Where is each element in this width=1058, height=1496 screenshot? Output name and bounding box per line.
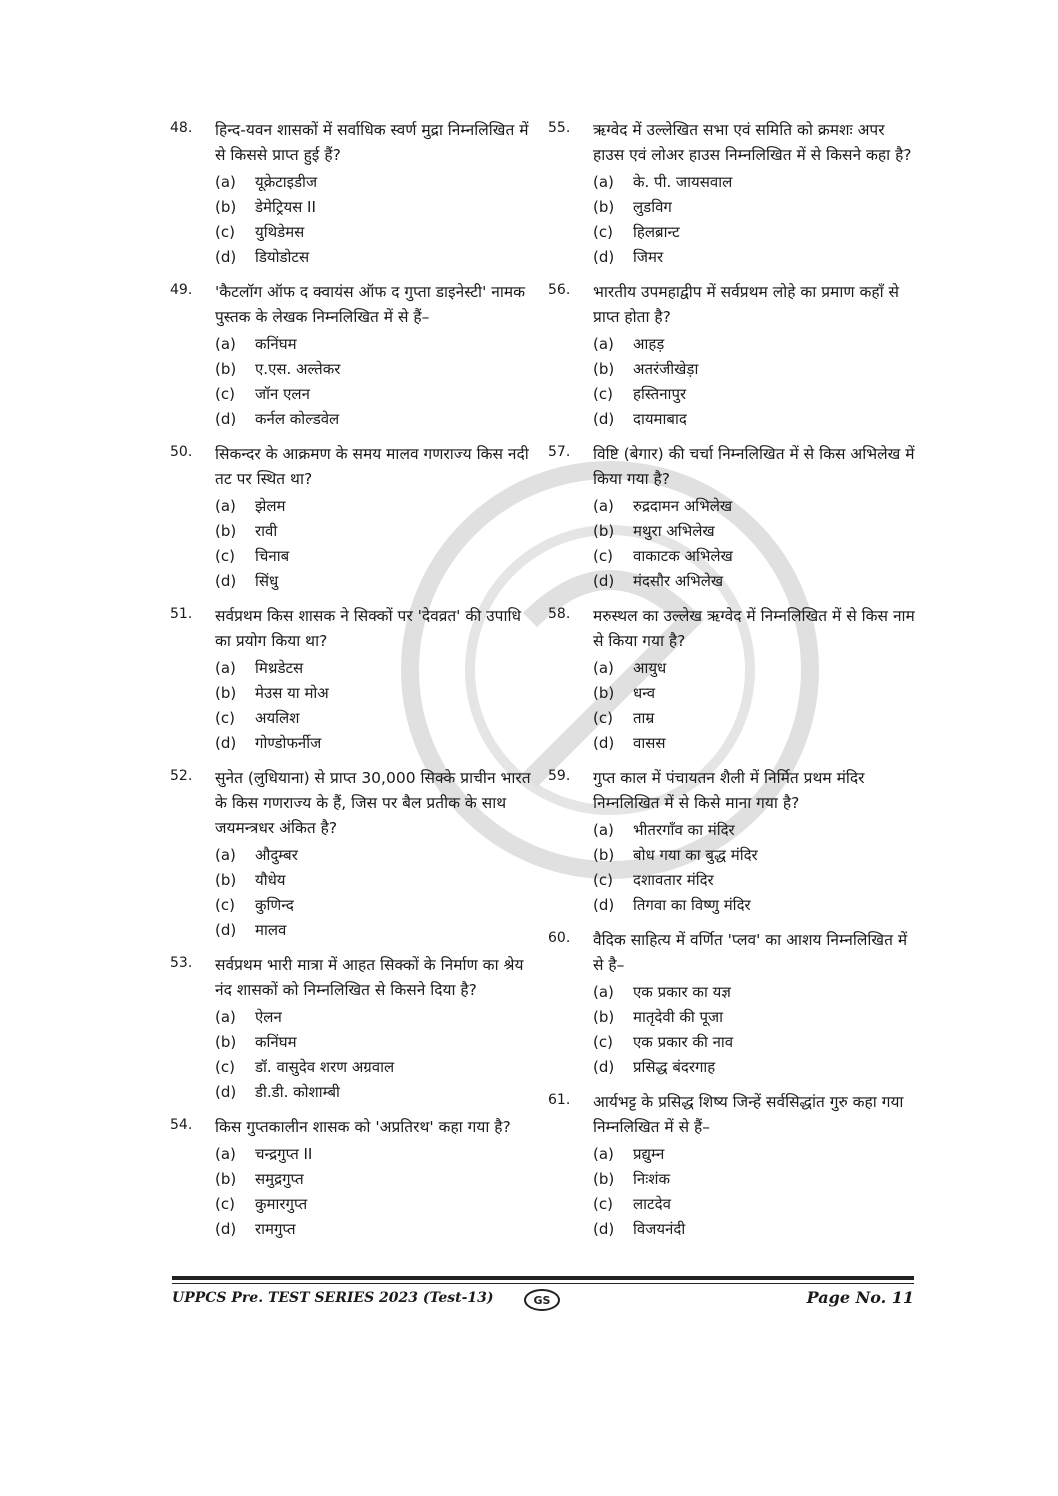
option-label: (d) — [215, 1083, 237, 1101]
question-50 — [170, 442, 540, 594]
question-text: किस गुप्तकालीन शासक को 'अप्रतिरथ' कहा गया है? — [215, 1118, 511, 1136]
option-label: (c) — [215, 1058, 235, 1076]
option-item — [215, 195, 540, 220]
option-text: हस्तिनापुर — [633, 385, 687, 403]
option-text: चन्द्रगुप्त II — [255, 1145, 313, 1163]
option-label: (c) — [593, 223, 613, 241]
options-list — [215, 494, 540, 594]
option-text: समुद्रगुप्त — [255, 1170, 304, 1188]
option-label: (b) — [215, 871, 237, 889]
option-item — [593, 220, 918, 245]
option-label: (d) — [593, 1220, 615, 1238]
option-text: ताम्र — [633, 709, 655, 727]
option-item — [593, 195, 918, 220]
question-number: 48. — [170, 120, 193, 136]
page-number: Page No. 11 — [806, 1288, 914, 1307]
option-label: (c) — [593, 709, 613, 727]
question-number: 58. — [548, 606, 571, 622]
option-item — [215, 1055, 540, 1080]
option-item — [215, 332, 540, 357]
option-label: (a) — [593, 821, 614, 839]
question-number: 49. — [170, 282, 193, 298]
option-item — [215, 407, 540, 432]
option-item — [593, 1030, 918, 1055]
option-item — [593, 332, 918, 357]
option-label: (d) — [215, 1220, 237, 1238]
option-text: एक प्रकार का यज्ञ — [633, 983, 731, 1001]
question-text: सर्वप्रथम किस शासक ने सिक्कों पर 'देवव्रत' की उपाधि का प्रयोग किया था? — [215, 607, 522, 650]
question-number: 57. — [548, 444, 571, 460]
option-item — [593, 1142, 918, 1167]
option-label: (c) — [593, 547, 613, 565]
option-item — [215, 843, 540, 868]
option-item — [593, 893, 918, 918]
option-text: कुणिन्द — [255, 896, 294, 914]
option-text: ए.एस. अल्तेकर — [255, 360, 341, 378]
option-item — [593, 843, 918, 868]
option-item — [215, 731, 540, 756]
option-text: के. पी. जायसवाल — [633, 173, 733, 191]
option-text: दायमाबाद — [633, 410, 687, 428]
footer-series-title: UPPCS Pre. TEST SERIES 2023 (Test-13) — [172, 1290, 494, 1306]
option-text: कुमारगुप्त — [255, 1195, 308, 1213]
option-item — [215, 1080, 540, 1105]
option-label: (a) — [593, 173, 614, 191]
option-item — [593, 357, 918, 382]
question-57 — [548, 442, 918, 594]
option-item — [215, 1005, 540, 1030]
option-item — [215, 1217, 540, 1242]
option-label: (b) — [593, 360, 615, 378]
question-number: 61. — [548, 1092, 571, 1108]
option-text: यूक्रेटाइडीज — [255, 173, 318, 191]
question-text: 'कैटलॉग ऑफ द क्वायंस ऑफ द गुप्ता डाइनेस्टी' नामक पुस्तक के लेखक निम्नलिखित में से हैं– — [215, 283, 526, 326]
option-item — [593, 245, 918, 270]
options-list — [215, 1142, 540, 1242]
option-label: (a) — [593, 983, 614, 1001]
right-column — [548, 118, 918, 1252]
option-text: भीतरगाँव का मंदिर — [633, 821, 735, 839]
option-text: डी.डी. कोशाम्बी — [255, 1083, 340, 1101]
option-label: (a) — [593, 1145, 614, 1163]
question-number: 53. — [170, 955, 193, 971]
option-text: ऐलन — [255, 1008, 282, 1026]
option-label: (b) — [593, 846, 615, 864]
option-item — [593, 519, 918, 544]
option-text: रुद्रदामन अभिलेख — [633, 497, 733, 515]
option-label: (c) — [215, 1195, 235, 1213]
question-number: 50. — [170, 444, 193, 460]
option-text: रावी — [255, 522, 278, 540]
option-item — [593, 656, 918, 681]
question-58 — [548, 604, 918, 756]
option-label: (a) — [215, 846, 236, 864]
option-item — [215, 170, 540, 195]
option-label: (b) — [215, 198, 237, 216]
option-label: (d) — [593, 734, 615, 752]
options-list — [215, 170, 540, 270]
footer-rule-thin — [172, 1283, 914, 1284]
question-text: वैदिक साहित्य में वर्णित 'प्लव' का आशय निम्नलिखित में से है– — [593, 931, 908, 974]
option-label: (c) — [215, 547, 235, 565]
question-48 — [170, 118, 540, 270]
question-59 — [548, 766, 918, 918]
option-text: अतरंजीखेड़ा — [633, 360, 699, 378]
question-number: 60. — [548, 930, 571, 946]
option-label: (d) — [593, 896, 615, 914]
option-label: (c) — [215, 709, 235, 727]
question-text: भारतीय उपमहाद्वीप में सर्वप्रथम लोहे का प्रमाण कहाँ से प्राप्त होता है? — [593, 283, 900, 326]
question-text: ऋग्वेद में उल्लेखित सभा एवं समिति को क्रमशः अपर हाउस एवं लोअर हाउस निम्नलिखित में से किसने कहा है? — [593, 121, 912, 164]
option-text: बोध गया का बुद्ध मंदिर — [633, 846, 758, 864]
option-label: (a) — [593, 659, 614, 677]
option-label: (d) — [215, 248, 237, 266]
options-list — [215, 656, 540, 756]
option-text: झेलम — [255, 497, 286, 515]
question-number: 56. — [548, 282, 571, 298]
option-label: (a) — [215, 1008, 236, 1026]
option-item — [593, 569, 918, 594]
option-label: (a) — [593, 335, 614, 353]
option-item — [215, 1167, 540, 1192]
option-label: (b) — [215, 522, 237, 540]
question-53 — [170, 953, 540, 1105]
option-item — [593, 1217, 918, 1242]
option-item — [215, 1192, 540, 1217]
question-51 — [170, 604, 540, 756]
options-list — [215, 1005, 540, 1105]
question-number: 52. — [170, 768, 193, 784]
option-label: (c) — [593, 1195, 613, 1213]
option-text: एक प्रकार की नाव — [633, 1033, 734, 1051]
option-text: वासस — [633, 734, 666, 752]
options-list — [593, 656, 918, 756]
option-label: (d) — [593, 410, 615, 428]
question-text: मरुस्थल का उल्लेख ऋग्वेद में निम्नलिखित में से किस नाम से किया गया है? — [593, 607, 915, 650]
option-label: (a) — [215, 659, 236, 677]
option-text: निःशंक — [633, 1170, 670, 1188]
options-list — [593, 1142, 918, 1242]
option-text: मथुरा अभिलेख — [633, 522, 715, 540]
option-item — [593, 706, 918, 731]
options-list — [593, 494, 918, 594]
option-label: (b) — [593, 1008, 615, 1026]
option-item — [593, 980, 918, 1005]
option-text: कनिंघम — [255, 1033, 297, 1051]
option-text: युथिडेमस — [255, 223, 305, 241]
option-text: रामगुप्त — [255, 1220, 296, 1238]
question-56 — [548, 280, 918, 432]
option-text: दशावतार मंदिर — [633, 871, 714, 889]
option-text: विजयनंदी — [633, 1220, 686, 1238]
option-text: हिलब्रान्ट — [633, 223, 680, 241]
option-label: (d) — [593, 572, 615, 590]
option-label: (d) — [215, 410, 237, 428]
left-column — [170, 118, 540, 1252]
option-text: मातृदेवी की पूजा — [633, 1008, 724, 1026]
option-text: गोण्डोफर्नीज — [255, 734, 322, 752]
option-label: (c) — [593, 385, 613, 403]
option-item — [215, 681, 540, 706]
option-item — [593, 544, 918, 569]
option-item — [593, 407, 918, 432]
option-text: जिमर — [633, 248, 664, 266]
option-item — [215, 656, 540, 681]
option-label: (b) — [215, 1170, 237, 1188]
question-55 — [548, 118, 918, 270]
question-text: हिन्द-यवन शासकों में सर्वाधिक स्वर्ण मुद्रा निम्नलिखित में से किससे प्राप्त हुई हैं? — [215, 121, 529, 164]
option-item — [215, 868, 540, 893]
question-text: विष्टि (बेगार) की चर्चा निम्नलिखित में से किस अभिलेख में किया गया है? — [593, 445, 915, 488]
question-number: 59. — [548, 768, 571, 784]
option-text: आयुध — [633, 659, 667, 677]
options-list — [593, 818, 918, 918]
option-item — [593, 170, 918, 195]
gs-logo-icon — [522, 1288, 562, 1312]
option-item — [593, 731, 918, 756]
option-item — [215, 519, 540, 544]
option-label: (c) — [593, 1033, 613, 1051]
option-label: (a) — [215, 497, 236, 515]
option-item — [215, 569, 540, 594]
option-label: (a) — [215, 335, 236, 353]
option-text: मालव — [255, 921, 287, 939]
option-text: अयलिश — [255, 709, 300, 727]
option-item — [215, 245, 540, 270]
option-item — [593, 1005, 918, 1030]
question-52 — [170, 766, 540, 943]
question-49 — [170, 280, 540, 432]
question-text: सिकन्दर के आक्रमण के समय मालव गणराज्य किस नदी तट पर स्थित था? — [215, 445, 529, 488]
question-number: 55. — [548, 120, 571, 136]
option-label: (d) — [593, 248, 615, 266]
question-number: 54. — [170, 1117, 193, 1133]
question-text: सर्वप्रथम भारी मात्रा में आहत सिक्कों के निर्माण का श्रेय नंद शासकों को निम्नलिखित से किसने दिया है? — [215, 956, 524, 999]
option-item — [215, 220, 540, 245]
option-text: आहड़ — [633, 335, 665, 353]
option-item — [593, 1167, 918, 1192]
option-text: यौधेय — [255, 871, 286, 889]
option-text: सिंधु — [255, 572, 279, 590]
options-list — [215, 843, 540, 943]
question-text: आर्यभट्ट के प्रसिद्ध शिष्य जिन्हें सर्वसिद्धांत गुरु कहा गया निम्नलिखित में से हैं– — [593, 1093, 904, 1136]
question-61 — [548, 1090, 918, 1242]
option-item — [215, 1030, 540, 1055]
option-text: कनिंघम — [255, 335, 297, 353]
option-item — [593, 494, 918, 519]
option-item — [593, 1055, 918, 1080]
options-list — [593, 170, 918, 270]
option-label: (b) — [593, 522, 615, 540]
question-number: 51. — [170, 606, 193, 622]
option-label: (b) — [215, 684, 237, 702]
option-text: तिगवा का विष्णु मंदिर — [633, 896, 751, 914]
option-label: (b) — [593, 684, 615, 702]
option-text: लाटदेव — [633, 1195, 671, 1213]
option-label: (b) — [593, 198, 615, 216]
question-54 — [170, 1115, 540, 1242]
option-text: कर्नल कोल्डवेल — [255, 410, 340, 428]
option-label: (c) — [215, 896, 235, 914]
option-item — [593, 818, 918, 843]
option-item — [593, 382, 918, 407]
option-text: मिथ्रडेटस — [255, 659, 304, 677]
option-item — [593, 1192, 918, 1217]
option-label: (b) — [593, 1170, 615, 1188]
option-text: मेउस या मोअ — [255, 684, 329, 702]
option-text: प्रद्युम्न — [633, 1145, 665, 1163]
option-text: चिनाब — [255, 547, 290, 565]
option-item — [215, 382, 540, 407]
options-list — [593, 980, 918, 1080]
option-label: (a) — [215, 1145, 236, 1163]
options-list — [215, 332, 540, 432]
option-label: (d) — [215, 572, 237, 590]
option-label: (a) — [215, 173, 236, 191]
option-label: (c) — [215, 385, 235, 403]
option-label: (d) — [593, 1058, 615, 1076]
option-label: (d) — [215, 734, 237, 752]
option-item — [215, 494, 540, 519]
option-text: डेमेट्रियस II — [255, 198, 316, 216]
option-item — [215, 893, 540, 918]
option-item — [593, 868, 918, 893]
option-text: वाकाटक अभिलेख — [633, 547, 733, 565]
option-item — [215, 918, 540, 943]
question-text: सुनेत (लुधियाना) से प्राप्त 30,000 सिक्के प्राचीन भारत के किस गणराज्य के हैं, जिस पर बैल प्रतीक के साथ जयमन्त्रधर अंकित है? — [215, 769, 531, 837]
question-60 — [548, 928, 918, 1080]
option-text: जॉन एलन — [255, 385, 310, 403]
option-label: (b) — [215, 1033, 237, 1051]
option-text: धन्व — [633, 684, 656, 702]
option-text: डॉ. वासुदेव शरण अग्रवाल — [255, 1058, 395, 1076]
option-text: मंदसौर अभिलेख — [633, 572, 724, 590]
option-label: (a) — [593, 497, 614, 515]
option-label: (c) — [593, 871, 613, 889]
gs-logo-text: GS — [533, 1294, 551, 1307]
option-item — [215, 544, 540, 569]
option-text: प्रसिद्ध बंदरगाह — [633, 1058, 716, 1076]
question-text: गुप्त काल में पंचायतन शैली में निर्मित प्रथम मंदिर निम्नलिखित में से किसे माना गया है? — [593, 769, 865, 812]
option-text: डियोडोटस — [255, 248, 310, 266]
option-text: लुडविग — [633, 198, 672, 216]
option-item — [593, 681, 918, 706]
option-label: (b) — [215, 360, 237, 378]
option-text: औदुम्बर — [255, 846, 298, 864]
option-item — [215, 706, 540, 731]
option-label: (c) — [215, 223, 235, 241]
option-label: (d) — [215, 921, 237, 939]
footer-rule — [172, 1276, 914, 1280]
option-item — [215, 357, 540, 382]
options-list — [593, 332, 918, 432]
option-item — [215, 1142, 540, 1167]
